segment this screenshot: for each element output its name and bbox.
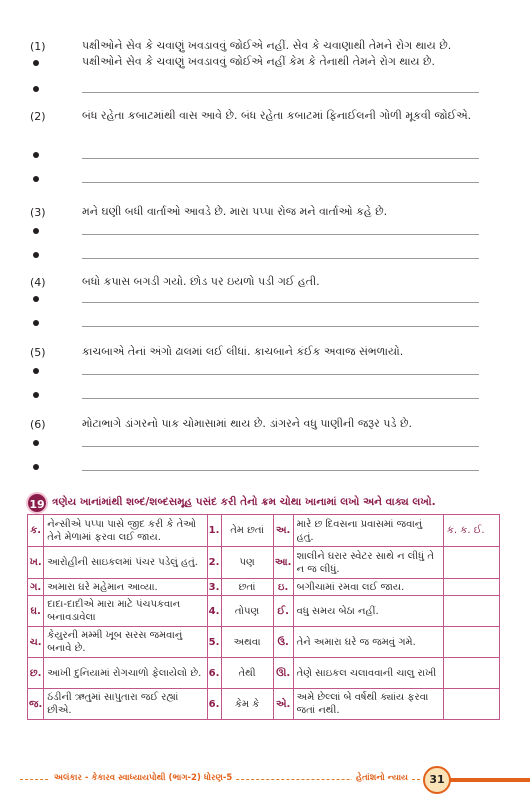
clause-two: વધુ સમય બેઠા નહીં. bbox=[293, 596, 443, 627]
question-text: બંધ રહેતા કબાટમાંથી વાસ આવે છે. બંધ રહેતા કબાટમાં ફિનાઈલની ગોળી મૂકવી જોઈએ. bbox=[82, 109, 472, 122]
clause-letter: ઉ. bbox=[273, 627, 293, 658]
chapter-title: હેતાંશનો ન્યાય bbox=[352, 773, 412, 783]
clause-letter: આ. bbox=[273, 547, 293, 579]
question-text: પક્ષીઓને સેવ કે ચવાણું ખવડાવવું જોઈએ નહીં. સેવ કે ચવાણાથી તેમને રોગ થાય છે. bbox=[82, 39, 452, 52]
bullet-icon bbox=[33, 152, 39, 158]
question-text: મોટાભાગે ડાંગરનો પાક ચોમાસામાં થાય છે. ડાંગરને વધુ પાણીની જરૂર પડે છે. bbox=[82, 417, 412, 430]
question-number: (6) bbox=[30, 418, 46, 431]
answer-row bbox=[0, 55, 530, 72]
clause-letter: ઇ. bbox=[273, 579, 293, 596]
clause-one: અમારા ઘરે મહેમાન આવ્યા. bbox=[44, 579, 207, 596]
bullet-icon bbox=[33, 320, 39, 326]
answer-line[interactable] bbox=[0, 390, 530, 404]
clause-two: તેને અમારા ઘરે જ જમવું ગમે. bbox=[293, 627, 443, 658]
row-letter: ચ. bbox=[28, 627, 44, 658]
table-row bbox=[28, 596, 500, 627]
clause-two: મારે છ દિવસના પ્રવાસમાં જવાનું હતું. bbox=[293, 515, 443, 547]
bullet-icon bbox=[33, 176, 39, 182]
question-text: કાચબાએ તેનાં અંગો ઢાલમાં લઈ લીધાં. કાચબાને કંઈક અવાજ સંભળાયો. bbox=[82, 345, 404, 358]
answer-line[interactable] bbox=[0, 438, 530, 452]
connector-number: 6. bbox=[207, 689, 221, 720]
table-row bbox=[28, 627, 500, 658]
answer-line[interactable] bbox=[0, 226, 530, 240]
answer-line[interactable] bbox=[0, 174, 530, 188]
clause-letter: ઈ. bbox=[273, 596, 293, 627]
connector-number: 3. bbox=[207, 579, 221, 596]
connector-number: 4. bbox=[207, 596, 221, 627]
question-text: બધો કપાસ બગડી ગયો. છોડ પર ઇયળો પડી ગઈ હતી. bbox=[82, 275, 320, 288]
answer-cell[interactable] bbox=[443, 627, 499, 658]
section-number-badge: 19 bbox=[26, 492, 48, 514]
matching-table bbox=[27, 514, 500, 720]
clause-one: નેન્સીએ પપ્પા પાસે જીદ કરી કે તેઓ તેને મેળામાં ફરવા લઈ જાય. bbox=[44, 515, 207, 547]
clause-two: અમે છેલ્લાં બે વર્ષથી ક્યાંય ફરવા જતાં નથી. bbox=[293, 689, 443, 720]
clause-one: કેયુરની મમ્મી ખૂબ સરસ જમવાનું બનાવે છે. bbox=[44, 627, 207, 658]
answer-cell[interactable] bbox=[443, 596, 499, 627]
bullet-icon bbox=[33, 86, 39, 92]
table-row bbox=[28, 547, 500, 579]
connector-number: 2. bbox=[207, 547, 221, 579]
connector-word: કેમ કે bbox=[221, 689, 273, 720]
answer-line[interactable] bbox=[0, 366, 530, 380]
table-row bbox=[28, 689, 500, 720]
answer-cell[interactable] bbox=[443, 689, 499, 720]
answer-line[interactable] bbox=[0, 84, 530, 98]
clause-two: તેણે સાઇકલ ચલાવવાની ચાલુ રાખી bbox=[293, 658, 443, 689]
section-title: ત્રણેય ખાનાંમાંથી શબ્દ/શબ્દસમૂહ પસંદ કરી તેનો ક્રમ ચોથા ખાનામાં લખો અને વાક્ય લખો. bbox=[52, 496, 436, 508]
bullet-icon bbox=[33, 392, 39, 398]
answer-text: પક્ષીઓને સેવ કે ચવાણું ખવડાવવું જોઈએ નહીં કેમ કે તેનાથી તેમને રોગ થાય છે. bbox=[82, 55, 436, 68]
question-number: (1) bbox=[30, 40, 46, 53]
answer-cell[interactable]: ક. ક. ઈ. bbox=[443, 515, 499, 547]
row-letter: ક. bbox=[28, 515, 44, 547]
clause-one: ઠંડીની ઋતુમાં સાપુતારા જઈ રહ્યાં છીએ. bbox=[44, 689, 207, 720]
connector-word: તોપણ bbox=[221, 596, 273, 627]
question-text: મને ઘણી બધી વાર્તાઓ આવડે છે. મારા પપ્પા રોજ મને વાર્તાઓ કહે છે. bbox=[82, 205, 388, 218]
table-row bbox=[28, 658, 500, 689]
answer-line[interactable] bbox=[0, 318, 530, 332]
connector-word: તેમ છતાં bbox=[221, 515, 273, 547]
answer-line[interactable] bbox=[0, 150, 530, 164]
question-number: (2) bbox=[30, 110, 46, 123]
clause-letter: એ. bbox=[273, 689, 293, 720]
bullet-icon bbox=[33, 440, 39, 446]
row-letter: ગ. bbox=[28, 579, 44, 596]
answer-cell[interactable] bbox=[443, 658, 499, 689]
row-letter: ઘ. bbox=[28, 596, 44, 627]
answer-line[interactable] bbox=[0, 250, 530, 264]
table-row bbox=[28, 515, 500, 547]
bullet-icon bbox=[33, 368, 39, 374]
connector-number: 5. bbox=[207, 627, 221, 658]
row-letter: જ. bbox=[28, 689, 44, 720]
question-number: (4) bbox=[30, 276, 46, 289]
bullet-icon bbox=[33, 464, 39, 470]
bullet-icon bbox=[33, 296, 39, 302]
connector-word: તેથી bbox=[221, 658, 273, 689]
bullet-icon bbox=[33, 228, 39, 234]
clause-two: બગીચામાં રમવા લઈ જાય. bbox=[293, 579, 443, 596]
clause-letter: અ. bbox=[273, 515, 293, 547]
page-footer bbox=[0, 764, 530, 795]
answer-cell[interactable] bbox=[443, 579, 499, 596]
table-row bbox=[28, 579, 500, 596]
row-letter: ખ. bbox=[28, 547, 44, 579]
connector-word: અથવા bbox=[221, 627, 273, 658]
question-number: (3) bbox=[30, 206, 46, 219]
clause-letter: ઊ. bbox=[273, 658, 293, 689]
clause-one: દાદા-દાદીએ મારા માટે પંચપકવાન બનાવડાવેલા bbox=[44, 596, 207, 627]
connector-number: 1. bbox=[207, 515, 221, 547]
question-number: (5) bbox=[30, 346, 46, 359]
connector-number: 6. bbox=[207, 658, 221, 689]
book-title: અલંકાર - કેકારવ સ્વાધ્યાયપોથી (ભાગ-2) ધોરણ-5 bbox=[50, 773, 236, 783]
answer-line[interactable] bbox=[0, 462, 530, 476]
answer-cell[interactable] bbox=[443, 547, 499, 579]
clause-one: આરોહીની સાઇકલમાં પંચર પડેલું હતું. bbox=[44, 547, 207, 579]
connector-word: પણ bbox=[221, 547, 273, 579]
bullet-icon bbox=[33, 60, 39, 66]
answer-line[interactable] bbox=[0, 294, 530, 308]
clause-two: શાલીને ઘરાર સ્વેટર સાથે ન લીધું તે ન જ લીધું. bbox=[293, 547, 443, 579]
bullet-icon bbox=[33, 252, 39, 258]
clause-one: આખી દુનિયામાં રોગચાળો ફેલાયેલો છે. bbox=[44, 658, 207, 689]
page-number: 31 bbox=[423, 766, 451, 794]
row-letter: છ. bbox=[28, 658, 44, 689]
connector-word: છતાં bbox=[221, 579, 273, 596]
